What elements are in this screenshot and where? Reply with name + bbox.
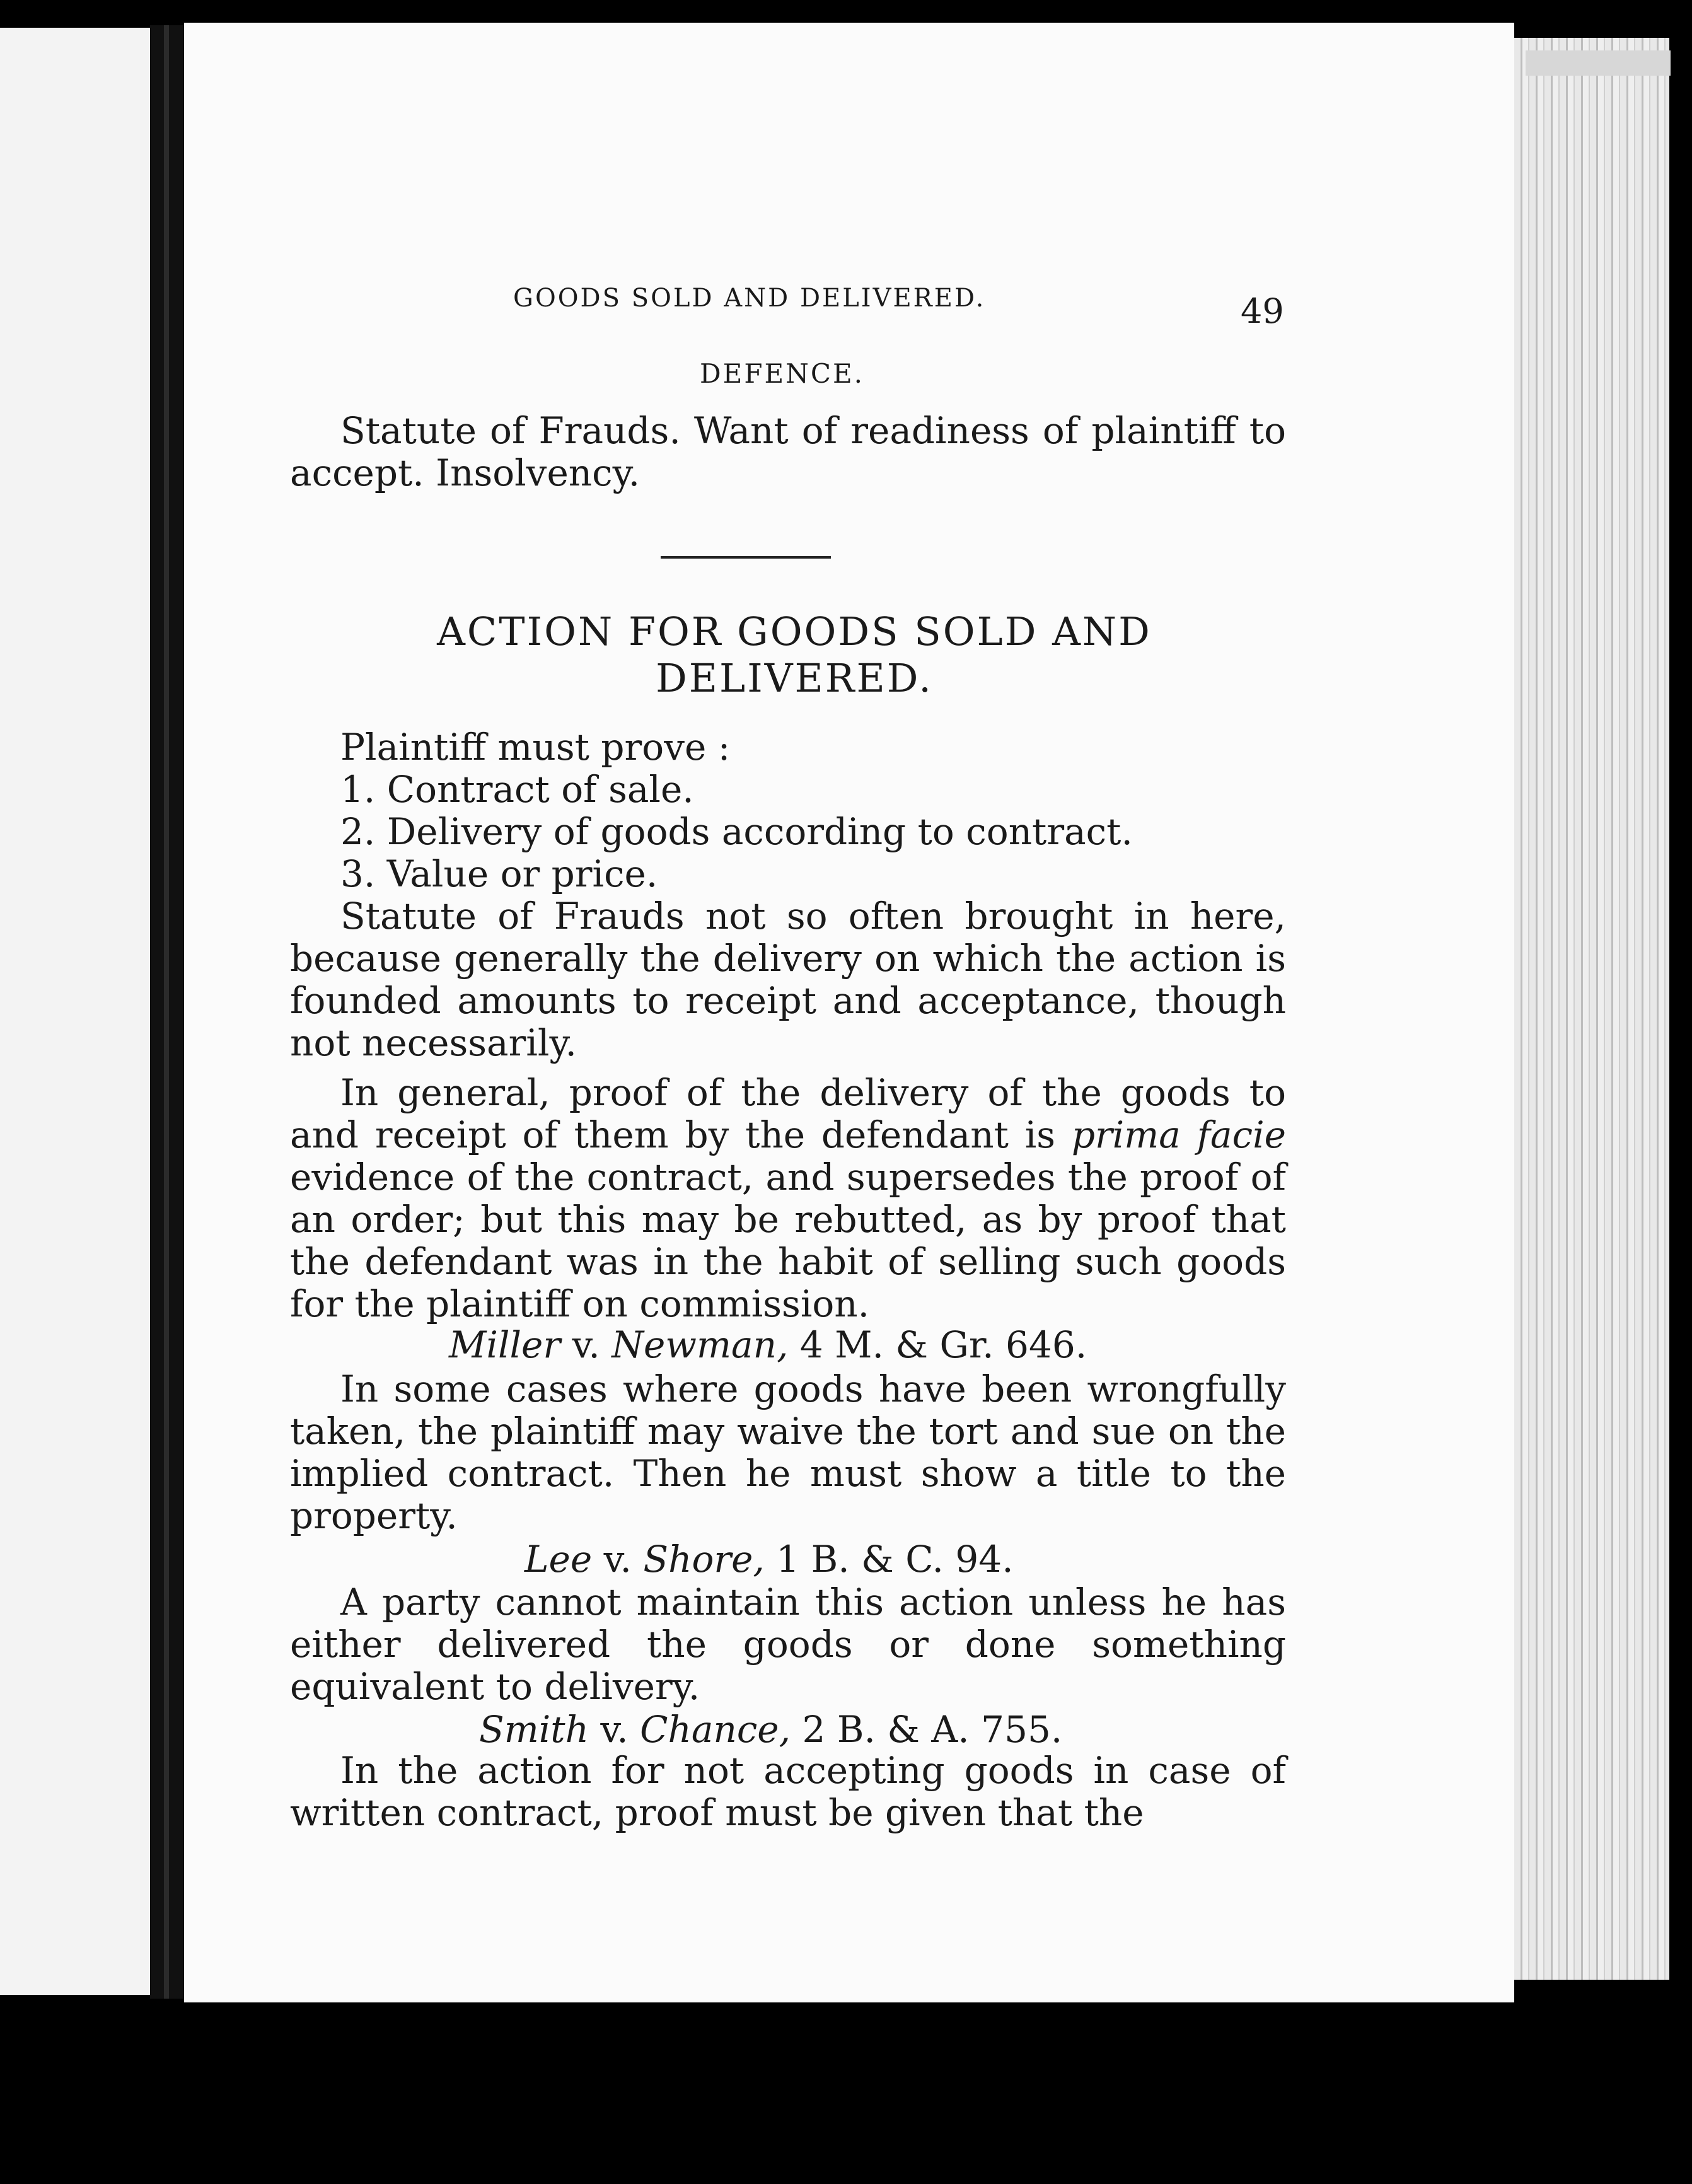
- case-citation: [479, 1709, 1062, 1751]
- facing-page-left: [0, 28, 150, 1995]
- case-versus: v.: [560, 1323, 612, 1366]
- paragraph-text: evidence of the contract, and supersedes the proof of an order; but this may be rebutted, as by proof that the defendant was in the habit of selling such goods for the plaintiff on commission.: [290, 1156, 1286, 1325]
- page-edges-top: [1526, 50, 1671, 76]
- lead-text: Plaintiff must prove :: [340, 726, 731, 769]
- heading-line-2: DELIVERED.: [656, 655, 933, 701]
- paragraph-party: A party cannot maintain this action unless he has either delivered the goods or done something equivalent to delivery.: [290, 1581, 1286, 1708]
- case-reference: 4 M. & Gr. 646.: [788, 1323, 1087, 1366]
- case-party: Miller: [449, 1323, 561, 1366]
- list-item: 1. Contract of sale.: [340, 768, 694, 811]
- case-party: Shore,: [643, 1538, 765, 1581]
- heading-line-1: ACTION FOR GOODS SOLD AND: [437, 608, 1152, 654]
- case-party: Lee: [524, 1538, 593, 1581]
- page-number: 49: [1241, 291, 1284, 331]
- case-reference: 1 B. & C. 94.: [764, 1538, 1014, 1581]
- paragraph-general: [290, 1072, 1286, 1325]
- case-citation: [524, 1538, 1014, 1581]
- proof-list: [340, 769, 1286, 895]
- section-divider: [661, 556, 831, 559]
- case-party: Chance,: [640, 1708, 791, 1751]
- case-party: Smith: [479, 1708, 589, 1751]
- paragraph-cases: In some cases where goods have been wrongfully taken, the plaintiff may waive the tort and sue on the implied contract. Then he must show a title to the property.: [290, 1368, 1286, 1537]
- case-citation: [449, 1324, 1087, 1366]
- defence-text: Statute of Frauds. Want of readiness of plaintiff to accept. Insolvency.: [290, 409, 1286, 494]
- latin-term: prima facie: [1071, 1113, 1286, 1156]
- case-versus: v.: [592, 1538, 644, 1581]
- list-item: 3. Value or price.: [340, 852, 658, 895]
- section-heading: [353, 608, 1236, 702]
- paragraph-action: In the action for not accepting goods in case of written contract, proof must be given that the: [290, 1749, 1286, 1834]
- case-versus: v.: [588, 1708, 640, 1751]
- list-item: 2. Delivery of goods according to contract.: [340, 810, 1133, 853]
- page-edges: [1514, 38, 1669, 1980]
- book-gutter-fold: [164, 25, 169, 1999]
- case-party: Newman,: [611, 1323, 789, 1366]
- paragraph-statute: Statute of Frauds not so often brought in here, because generally the delivery on which the action is founded amounts to receipt and acceptance, though not necessarily.: [290, 895, 1286, 1064]
- running-head: GOODS SOLD AND DELIVERED.: [513, 284, 986, 313]
- case-reference: 2 B. & A. 755.: [791, 1708, 1063, 1751]
- section-label: DEFENCE.: [700, 358, 865, 389]
- paragraph-text: In general, proof of the delivery of the goods to and receipt of them by the defendant is: [290, 1071, 1286, 1156]
